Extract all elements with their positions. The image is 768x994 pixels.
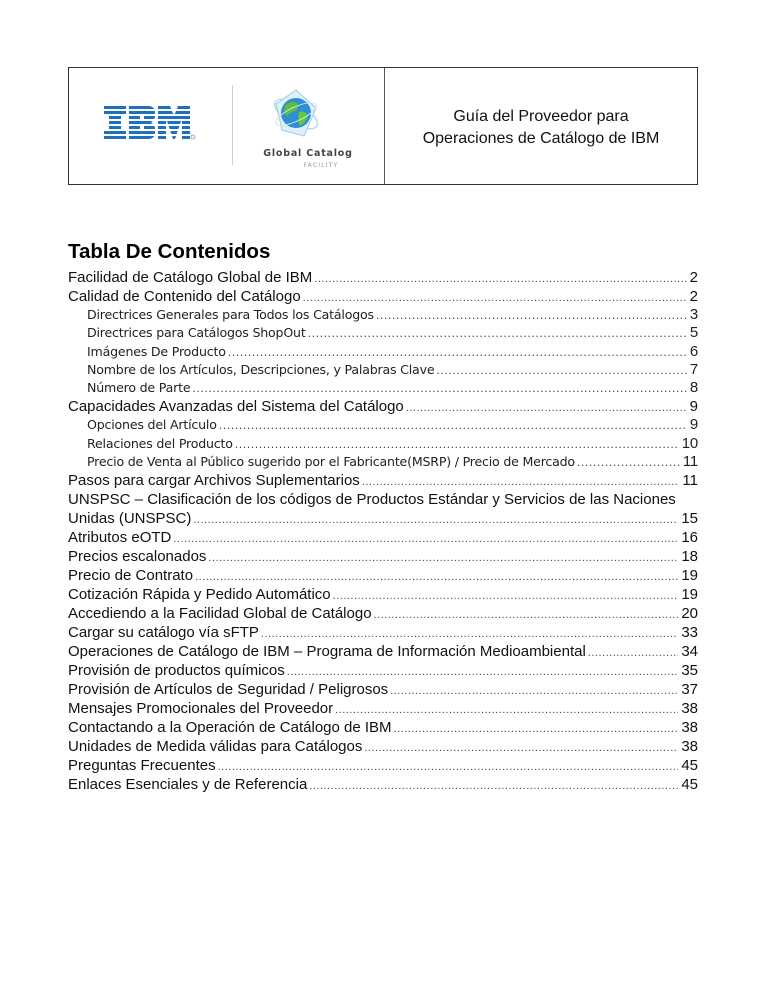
toc-subentry[interactable] <box>68 416 698 434</box>
toc-entry-label[interactable]: Directrices para Catálogos ShopOut <box>87 325 306 341</box>
header-logos-cell <box>69 68 385 184</box>
toc-entry-label[interactable]: Nombre de los Artículos, Descripciones, y Palabras Clave <box>87 361 435 377</box>
toc-entry-label[interactable]: Unidades de Medida válidas para Catálogos <box>68 738 363 756</box>
toc-entry-page: 3 <box>689 306 698 323</box>
toc-entry[interactable] <box>68 642 698 661</box>
toc-leader-dots <box>235 436 679 453</box>
toc-subentry[interactable] <box>68 361 698 379</box>
toc-leader-dots <box>208 549 678 566</box>
toc-entry-page: 10 <box>681 434 698 452</box>
toc-entry-page: 33 <box>681 624 698 642</box>
toc-heading: Tabla De Contenidos <box>68 240 271 263</box>
toc-leader-dots <box>374 606 679 623</box>
toc-entry-page: 15 <box>681 510 698 528</box>
toc-entry-page: 9 <box>689 398 698 416</box>
toc-entry[interactable] <box>68 287 698 306</box>
toc-entry[interactable] <box>68 775 698 794</box>
toc-entry-label[interactable]: Preguntas Frecuentes <box>68 757 216 775</box>
toc-entry-page: 38 <box>681 719 698 737</box>
toc-leader-dots <box>173 530 678 547</box>
toc-entry-label[interactable]: Accediendo a la Facilidad Global de Catálogo <box>68 605 372 623</box>
toc-entry-label[interactable]: Opciones del Artículo <box>87 417 217 433</box>
toc-leader-dots <box>303 289 687 306</box>
toc-entry-page: 11 <box>682 453 698 471</box>
toc-entry-page: 37 <box>681 681 698 699</box>
toc-entry-label[interactable]: Número de Parte <box>87 380 191 396</box>
toc-entry-label[interactable]: Relaciones del Producto <box>87 435 233 451</box>
toc-entry[interactable] <box>68 680 698 699</box>
toc-entry-page: 7 <box>689 360 698 378</box>
toc-entry-page: 6 <box>689 342 698 360</box>
toc-subentry[interactable] <box>68 379 698 397</box>
document-title <box>385 68 697 184</box>
toc-subentry[interactable] <box>68 343 698 361</box>
toc-entry-page: 19 <box>681 586 698 604</box>
toc-entry-label[interactable]: Cotización Rápida y Pedido Automático <box>68 586 331 604</box>
toc-subentry[interactable] <box>68 435 698 453</box>
toc-entry-page: 45 <box>681 757 698 775</box>
toc-leader-dots <box>390 682 678 699</box>
toc-subentry[interactable] <box>68 306 698 324</box>
toc-entry[interactable] <box>68 756 698 775</box>
gcf-logo-name: Global Catalog <box>263 148 353 159</box>
toc-entry[interactable] <box>68 623 698 642</box>
table-of-contents <box>68 268 698 794</box>
ibm-logo-icon <box>104 106 196 142</box>
toc-entry[interactable] <box>68 397 698 416</box>
toc-leader-dots <box>192 380 686 397</box>
toc-entry-label[interactable]: Calidad de Contenido del Catálogo <box>68 288 301 305</box>
toc-entry-page: 2 <box>689 269 698 286</box>
toc-leader-dots <box>308 325 687 342</box>
toc-entry-label[interactable]: Mensajes Promocionales del Proveedor <box>68 700 334 718</box>
toc-subentry[interactable] <box>68 453 698 471</box>
toc-leader-dots <box>219 417 687 434</box>
toc-entry-page: 35 <box>681 662 698 680</box>
toc-leader-dots <box>577 454 680 471</box>
toc-entry-label[interactable]: Precios escalonados <box>68 548 207 566</box>
toc-leader-dots <box>195 568 678 585</box>
toc-entry-page: 34 <box>681 643 698 661</box>
toc-entry[interactable] <box>68 509 698 528</box>
toc-entry-page: 5 <box>689 324 698 342</box>
toc-entry-page: 38 <box>681 700 698 718</box>
toc-entry-label[interactable]: Unidas (UNSPSC) <box>68 510 192 528</box>
toc-entry-page: 11 <box>682 472 698 490</box>
toc-entry[interactable] <box>68 471 698 490</box>
toc-entry-page: 45 <box>681 776 698 794</box>
toc-entry[interactable] <box>68 585 698 604</box>
toc-entry-label[interactable]: Operaciones de Catálogo de IBM – Programa de Información Medioambiental <box>68 643 586 661</box>
toc-entry-label[interactable]: Capacidades Avanzadas del Sistema del Catálogo <box>68 398 404 416</box>
toc-entry[interactable] <box>68 566 698 585</box>
toc-leader-dots <box>394 720 679 737</box>
toc-entry-page: 2 <box>689 288 698 305</box>
toc-leader-dots <box>364 739 678 756</box>
toc-leader-dots <box>218 758 679 775</box>
gcf-logo-subtitle: FACILITY <box>303 162 339 169</box>
toc-subentry[interactable] <box>68 324 698 342</box>
toc-entry-label[interactable]: Imágenes De Producto <box>87 343 226 359</box>
toc-leader-dots <box>309 777 678 794</box>
document-header <box>68 67 698 185</box>
toc-entry[interactable] <box>68 718 698 737</box>
toc-entry[interactable] <box>68 604 698 623</box>
toc-entry-label[interactable]: UNSPSC – Clasificación de los códigos de Productos Estándar y Servicios de las Naciones <box>68 491 676 509</box>
toc-leader-dots <box>376 307 687 324</box>
global-catalog-globe-icon <box>270 86 322 144</box>
toc-entry-wrapped-line[interactable] <box>68 490 698 509</box>
toc-entry-page: 38 <box>681 738 698 756</box>
toc-entry-label[interactable]: Provisión de Artículos de Seguridad / Peligrosos <box>68 681 389 699</box>
toc-entry-label[interactable]: Cargar su catálogo vía sFTP <box>68 624 259 642</box>
toc-leader-dots <box>261 625 678 642</box>
toc-leader-dots <box>314 270 686 287</box>
toc-entry-page: 18 <box>681 548 698 566</box>
toc-entry[interactable] <box>68 699 698 718</box>
toc-entry-label[interactable]: Enlaces Esenciales y de Referencia <box>68 776 308 794</box>
toc-entry[interactable] <box>68 547 698 566</box>
toc-entry-label[interactable]: Precio de Contrato <box>68 567 194 585</box>
toc-entry-label[interactable]: Facilidad de Catálogo Global de IBM <box>68 269 313 286</box>
toc-entry[interactable] <box>68 661 698 680</box>
toc-entry-label[interactable]: Contactando a la Operación de Catálogo de IBM <box>68 719 392 737</box>
toc-entry-page: 16 <box>681 529 698 547</box>
toc-entry-page: 19 <box>681 567 698 585</box>
toc-leader-dots <box>193 511 678 528</box>
toc-leader-dots <box>436 362 686 379</box>
toc-leader-dots <box>333 587 679 604</box>
document-title-line-2: Operaciones de Catálogo de IBM <box>422 130 660 147</box>
toc-entry[interactable] <box>68 528 698 547</box>
toc-leader-dots <box>287 663 679 680</box>
toc-entry[interactable] <box>68 737 698 756</box>
toc-entry-label[interactable]: Directrices Generales para Todos los Catálogos <box>87 307 374 322</box>
toc-leader-dots <box>362 473 680 490</box>
toc-entry-label[interactable]: Pasos para cargar Archivos Suplementarios <box>68 472 360 490</box>
toc-entry-label[interactable]: Precio de Venta al Público sugerido por el Fabricante(MSRP) / Precio de Mercado <box>87 454 575 470</box>
toc-leader-dots <box>228 344 687 361</box>
document-title-line-1: Guía del Proveedor para <box>453 108 629 125</box>
toc-entry-page: 20 <box>681 605 698 623</box>
toc-leader-dots <box>406 399 687 416</box>
toc-leader-dots <box>588 644 679 661</box>
toc-entry-page: 8 <box>689 379 698 397</box>
toc-entry-label[interactable]: Provisión de productos químicos <box>68 662 285 680</box>
toc-entry-label[interactable]: Atributos eOTD <box>68 529 172 547</box>
toc-entry-page: 9 <box>689 416 698 434</box>
toc-entry[interactable] <box>68 268 698 287</box>
toc-leader-dots <box>335 701 678 718</box>
